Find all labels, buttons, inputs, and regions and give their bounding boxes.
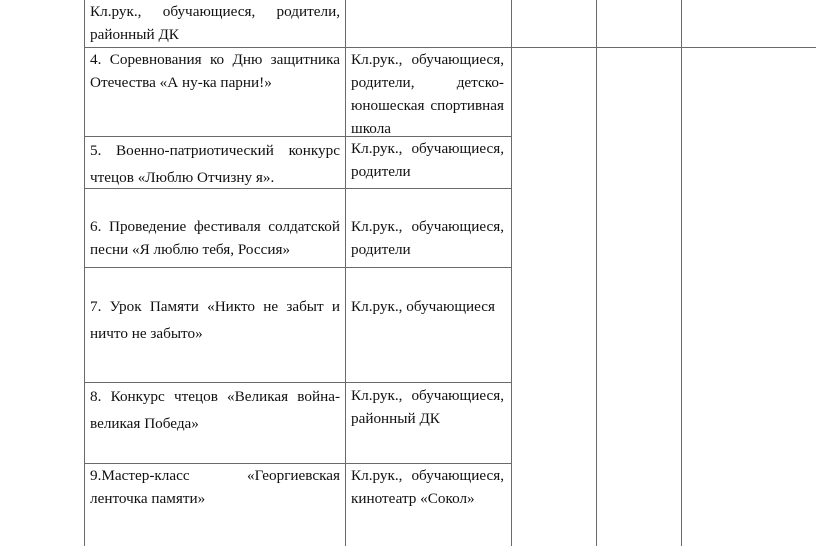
table-column-divider-3	[596, 0, 597, 546]
table-cell-activity: 6. Проведение фестиваля солдатской песни «Я люблю тебя, Россия»	[90, 218, 340, 258]
table-cell-activity: Кл.рук., обучающиеся, родители, районный ДК	[90, 3, 340, 43]
table-border-right	[681, 0, 682, 546]
table-cell-responsible: Кл.рук., обучающиеся, родители, детско-юношеская спортивная школа	[351, 51, 504, 137]
table-cell-responsible: Кл.рук., обучающиеся	[351, 298, 495, 315]
table-cell-activity: 7. Урок Памяти «Никто не забыт и ничто не забыто»	[90, 298, 340, 342]
plan-table	[84, 0, 684, 546]
table-column-divider-1	[345, 0, 346, 546]
row-divider	[84, 267, 511, 268]
table-cell-activity: 4. Соревнования ко Дню защитника Отечества «А ну-ка парни!»	[90, 51, 340, 91]
table-cell-responsible: Кл.рук., обучающиеся, родители	[351, 140, 504, 180]
table-cell-activity: 8. Конкурс чтецов «Великая война-великая Победа»	[90, 388, 340, 432]
table-column-divider-2	[511, 0, 512, 546]
table-border-left	[84, 0, 85, 546]
table-cell-responsible: Кл.рук., обучающиеся, родители	[351, 218, 504, 258]
table-cell-activity: 9.Мастер-класс «Георгиевская ленточка памяти»	[90, 467, 340, 507]
table-cell-responsible: Кл.рук., обучающиеся, районный ДК	[351, 387, 504, 427]
table-cell-responsible: Кл.рук., обучающиеся, кинотеатр «Сокол»	[351, 467, 504, 507]
table-cell-activity: 5. Военно-патриотический конкурс чтецов «Люблю Отчизну я».	[90, 142, 340, 186]
